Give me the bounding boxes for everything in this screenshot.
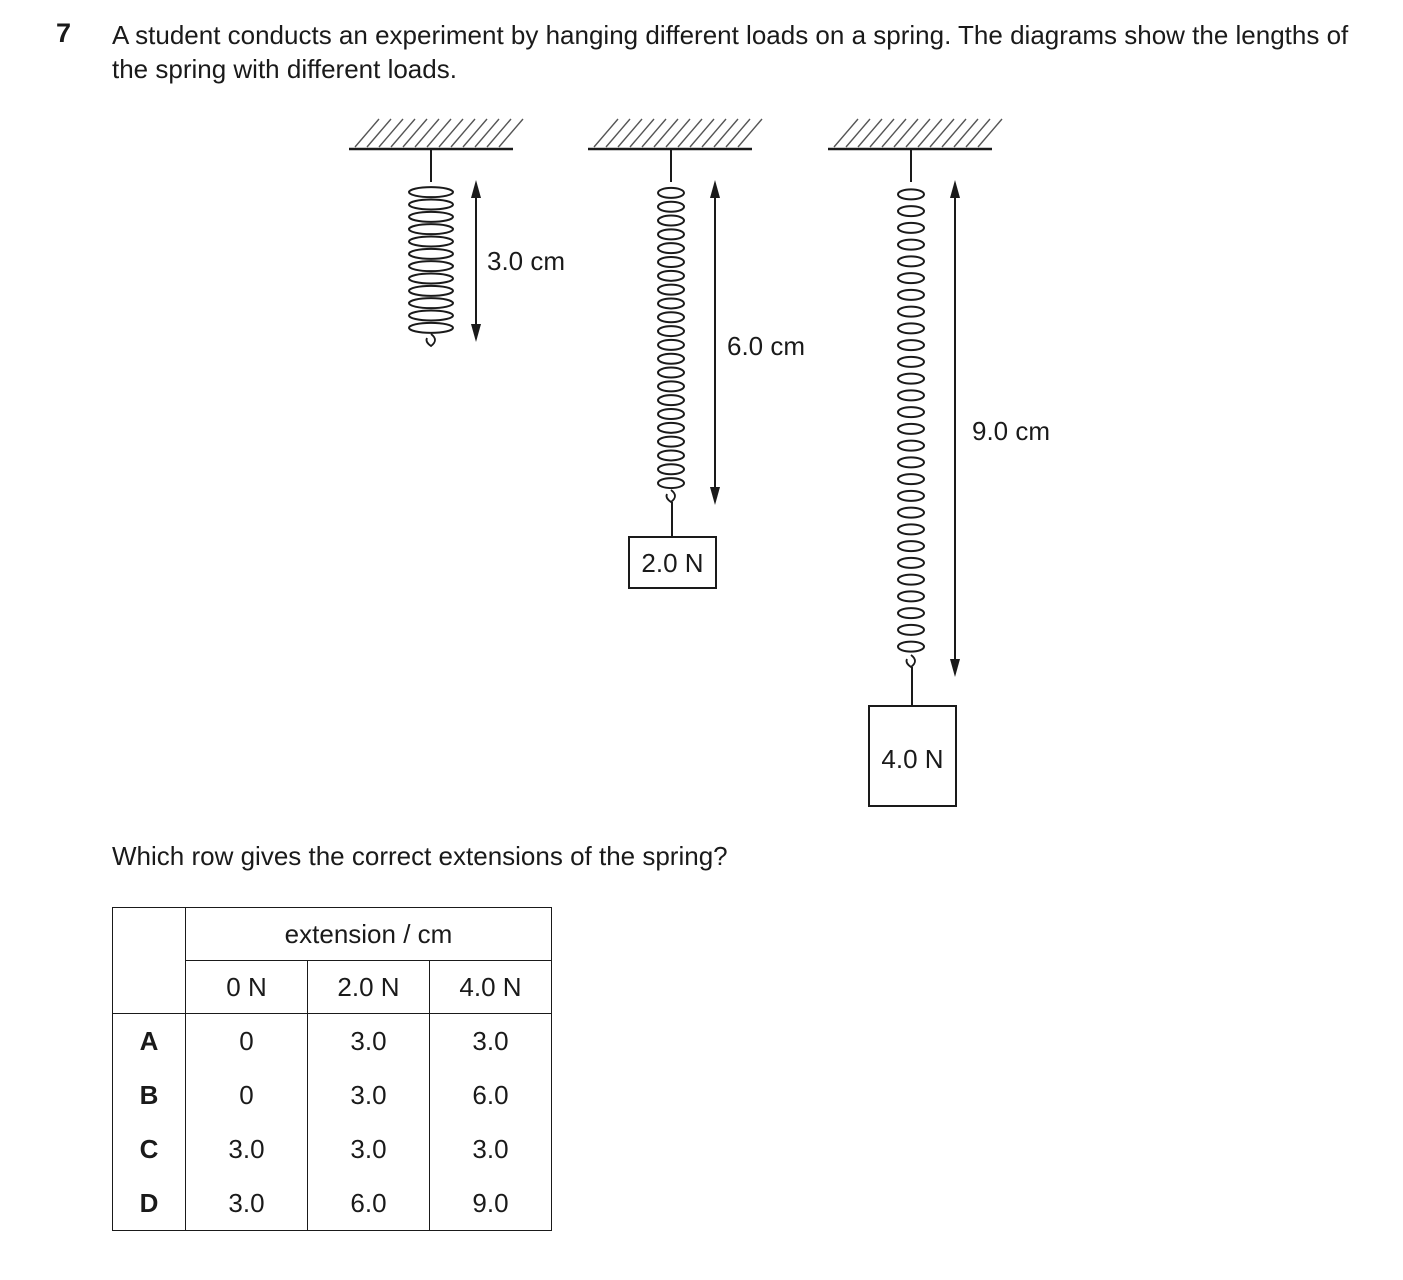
spring-coil <box>898 457 924 467</box>
ceiling-hatch <box>678 119 702 147</box>
ceiling-hatch <box>858 119 882 147</box>
arrow-head-down-icon <box>950 659 960 677</box>
spring-coil <box>898 508 924 518</box>
spring-coil <box>658 312 684 322</box>
spring-coil <box>898 357 924 367</box>
option-row-c[interactable] <box>113 1122 552 1176</box>
ceiling-hatch <box>403 119 427 147</box>
ceiling-hatch <box>355 119 379 147</box>
spring-coil <box>409 237 453 247</box>
table-cell: 9.0 <box>430 1176 552 1231</box>
spring-coil <box>409 311 453 321</box>
spring-coil <box>409 224 453 234</box>
spring-1 <box>349 119 565 346</box>
spring-coil <box>658 450 684 460</box>
spring-coil <box>898 256 924 266</box>
arrow-head-up-icon <box>710 180 720 198</box>
length-label: 3.0 cm <box>487 246 566 276</box>
ceiling-hatch <box>427 119 451 147</box>
ceiling-hatch <box>882 119 906 147</box>
table-cell: 3.0 <box>430 1122 552 1176</box>
ceiling-hatch <box>966 119 990 147</box>
column-header-2N: 2.0 N <box>308 961 430 1014</box>
ceiling-hatch <box>738 119 762 147</box>
ceiling-hatch <box>642 119 666 147</box>
spring-coil <box>658 368 684 378</box>
table-cell: 3.0 <box>308 1014 430 1069</box>
table-cell: 3.0 <box>186 1122 308 1176</box>
ceiling-hatch <box>463 119 487 147</box>
ceiling-hatch <box>654 119 678 147</box>
ceiling-hatch <box>834 119 858 147</box>
spring-coil <box>898 407 924 417</box>
spring-coil <box>658 216 684 226</box>
ceiling-hatch <box>594 119 618 147</box>
option-row-a[interactable] <box>113 1014 552 1069</box>
spring-coil <box>658 354 684 364</box>
spring-coil <box>898 541 924 551</box>
spring-coil <box>409 323 453 333</box>
ceiling-hatch <box>894 119 918 147</box>
table-cell: 3.0 <box>186 1176 308 1231</box>
ceiling-hatch <box>487 119 511 147</box>
spring-2 <box>588 119 805 588</box>
spring-coil <box>898 474 924 484</box>
table-corner-cell-lower <box>113 961 186 1014</box>
spring-coil <box>658 478 684 488</box>
spring-coil <box>658 285 684 295</box>
spring-coil <box>658 188 684 198</box>
spring-coil <box>409 249 453 259</box>
spring-coil <box>658 395 684 405</box>
table-cell: 3.0 <box>308 1068 430 1122</box>
spring-coil <box>658 271 684 281</box>
table-cell: 3.0 <box>430 1014 552 1069</box>
spring-coil <box>898 374 924 384</box>
spring-coil <box>658 423 684 433</box>
spring-coil <box>898 642 924 652</box>
column-header-4N: 4.0 N <box>430 961 552 1014</box>
spring-coil <box>409 200 453 210</box>
extension-header: extension / cm <box>186 908 552 961</box>
spring-coil <box>658 257 684 267</box>
spring-coil <box>658 409 684 419</box>
spring-hook <box>667 490 676 502</box>
spring-hook <box>907 655 916 667</box>
option-row-b[interactable] <box>113 1068 552 1122</box>
spring-coil <box>409 261 453 271</box>
spring-coil <box>898 524 924 534</box>
spring-coil <box>898 591 924 601</box>
spring-coil <box>898 441 924 451</box>
option-key: C <box>113 1122 186 1176</box>
ceiling-hatch <box>379 119 403 147</box>
option-key: B <box>113 1068 186 1122</box>
spring-coil <box>898 491 924 501</box>
spring-coil <box>658 202 684 212</box>
spring-3 <box>828 119 1050 806</box>
ceiling-hatch <box>714 119 738 147</box>
ceiling-hatch <box>690 119 714 147</box>
ceiling-hatch <box>367 119 391 147</box>
spring-coil <box>658 340 684 350</box>
spring-hook <box>427 334 436 346</box>
ceiling-hatch <box>918 119 942 147</box>
ceiling-hatch <box>618 119 642 147</box>
ceiling-hatch <box>870 119 894 147</box>
ceiling-hatch <box>391 119 415 147</box>
option-key: A <box>113 1014 186 1069</box>
ceiling-hatch <box>451 119 475 147</box>
ceiling-hatch <box>606 119 630 147</box>
spring-coil <box>658 381 684 391</box>
ceiling-hatch <box>954 119 978 147</box>
spring-coil <box>898 240 924 250</box>
ceiling-hatch <box>846 119 870 147</box>
spring-coil <box>898 608 924 618</box>
spring-coil <box>658 229 684 239</box>
ceiling-hatch <box>726 119 750 147</box>
spring-coil <box>898 424 924 434</box>
ceiling-hatch <box>475 119 499 147</box>
question-stem: A student conducts an experiment by hanging different loads on a spring. The diagrams show the lengths of the spring with different loads. <box>112 20 1349 84</box>
spring-coil <box>658 298 684 308</box>
ceiling-hatch <box>930 119 954 147</box>
ceiling-hatch <box>666 119 690 147</box>
load-label: 4.0 N <box>881 744 944 774</box>
arrow-head-up-icon <box>950 180 960 198</box>
spring-coil <box>898 307 924 317</box>
table-cell: 6.0 <box>430 1068 552 1122</box>
question-number: 7 <box>56 18 72 48</box>
load-label: 2.0 N <box>641 548 704 578</box>
spring-coil <box>898 340 924 350</box>
option-row-d[interactable] <box>113 1176 552 1231</box>
arrow-head-down-icon <box>710 487 720 505</box>
arrow-head-down-icon <box>471 324 481 342</box>
spring-coil <box>409 298 453 308</box>
ceiling-hatch <box>942 119 966 147</box>
answer-table <box>112 907 552 1231</box>
ceiling-hatch <box>415 119 439 147</box>
spring-coil <box>898 206 924 216</box>
table-cell: 0 <box>186 1068 308 1122</box>
ceiling-hatch <box>439 119 463 147</box>
spring-coil <box>898 273 924 283</box>
question-prompt: Which row gives the correct extensions of the spring? <box>112 841 728 871</box>
table-cell: 3.0 <box>308 1122 430 1176</box>
spring-coil <box>409 187 453 197</box>
spring-coil <box>898 390 924 400</box>
spring-coil <box>658 326 684 336</box>
spring-coil <box>658 437 684 447</box>
ceiling-hatch <box>630 119 654 147</box>
table-corner-cell <box>113 908 186 961</box>
spring-coil <box>658 243 684 253</box>
spring-coil <box>898 323 924 333</box>
arrow-head-up-icon <box>471 180 481 198</box>
spring-coil <box>898 558 924 568</box>
spring-coil <box>409 286 453 296</box>
ceiling-hatch <box>978 119 1002 147</box>
ceiling-hatch <box>906 119 930 147</box>
length-label: 9.0 cm <box>972 416 1051 446</box>
spring-coil <box>409 212 453 222</box>
table-cell: 6.0 <box>308 1176 430 1231</box>
spring-coil <box>409 274 453 284</box>
table-cell: 0 <box>186 1014 308 1069</box>
length-label: 6.0 cm <box>727 331 806 361</box>
ceiling-hatch <box>499 119 523 147</box>
spring-coil <box>898 223 924 233</box>
column-header-0N: 0 N <box>186 961 308 1014</box>
spring-coil <box>898 290 924 300</box>
spring-coil <box>898 575 924 585</box>
spring-coil <box>658 464 684 474</box>
spring-coil <box>898 189 924 199</box>
option-key: D <box>113 1176 186 1231</box>
ceiling-hatch <box>702 119 726 147</box>
spring-coil <box>898 625 924 635</box>
